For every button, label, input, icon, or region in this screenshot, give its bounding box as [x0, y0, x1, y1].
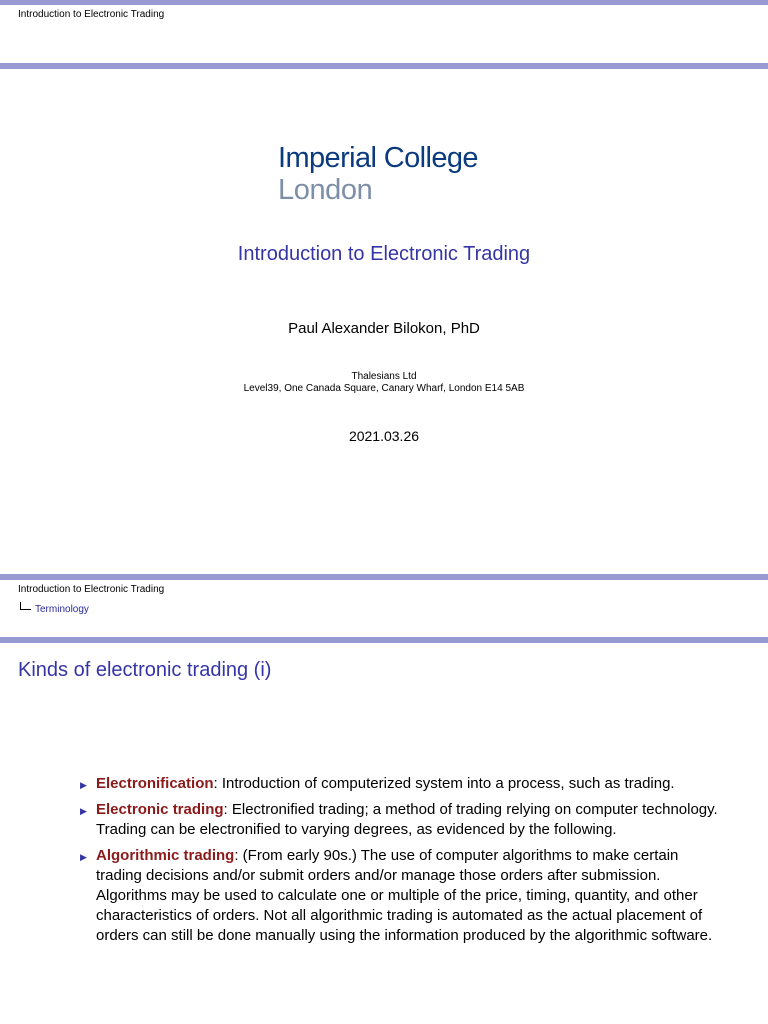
institution-name: Thalesians Ltd: [351, 371, 417, 382]
content-slide: [0, 574, 768, 1024]
definition: : Introduction of computerized system into a process, such as trading.: [213, 775, 675, 792]
logo-line-2: London: [278, 174, 373, 206]
logo-line-1: Imperial College: [278, 142, 478, 174]
header-band-bottom: [0, 63, 768, 69]
list-item: [78, 774, 718, 794]
section-name: Terminology: [35, 604, 89, 615]
definition: : Electronified trading; a method of trading relying on computer technology. Trading can be electronified to varying degrees, as evidenced by the following.: [96, 801, 718, 838]
author-name: Paul Alexander Bilokon, PhD: [288, 320, 480, 337]
triangle-bullet-icon: ▶: [80, 852, 87, 862]
list-item: [78, 800, 718, 840]
header-title: Introduction to Electronic Trading: [18, 584, 165, 595]
term: Electronification: [96, 775, 214, 792]
triangle-bullet-icon: ▶: [80, 780, 87, 790]
header-band-top: [0, 0, 768, 5]
triangle-bullet-icon: ▶: [80, 806, 87, 816]
tree-corner-icon: [20, 602, 31, 610]
list-item: [78, 846, 718, 946]
frame-title: Kinds of electronic trading (i): [18, 659, 272, 681]
presentation-title: Introduction to Electronic Trading: [237, 243, 531, 265]
bullet-list: [78, 774, 718, 952]
imperial-college-logo: [278, 142, 478, 206]
header-band-top: [0, 574, 768, 580]
definition: : (From early 90s.) The use of computer algorithms to make certain trading decisions and/or submit orders and/or manage those orders after submission. Algorithms may be used to calculate one or multiple of the price, timing, quantity, and other characteristics of orders. Not all algorithmic trading is automated as the actual placement of orders can still be done manually using the information produced by the algorithmic software.: [96, 847, 713, 944]
term: Algorithmic trading: [96, 847, 235, 864]
breadcrumb: [20, 602, 89, 616]
header-title: Introduction to Electronic Trading: [18, 9, 165, 20]
presentation-date: 2021.03.26: [348, 428, 420, 444]
term: Electronic trading: [96, 801, 224, 818]
institution-address: Level39, One Canada Square, Canary Wharf, London E14 5AB: [243, 383, 525, 394]
header-band-bottom: [0, 637, 768, 643]
